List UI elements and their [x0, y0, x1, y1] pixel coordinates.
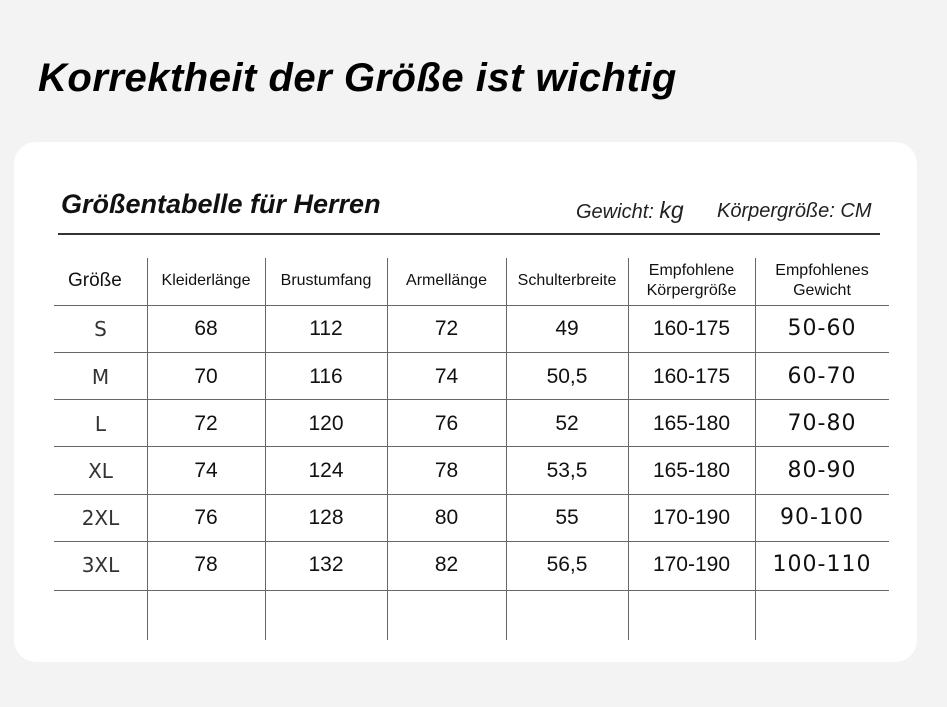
table-cell-weight: 80-90	[787, 458, 857, 483]
table-row-divider	[54, 305, 889, 306]
table-cell-shoulder: 52	[555, 412, 579, 435]
table-cell-height: 170-190	[652, 553, 731, 576]
table-row-divider	[54, 590, 889, 591]
table-cell-shoulder: 56,5	[546, 553, 588, 576]
table-cell-shoulder: 53,5	[546, 459, 588, 482]
table-cell-sleeve: 82	[434, 553, 459, 576]
table-cell-length: 72	[194, 412, 218, 435]
table-cell-weight: 70-80	[787, 411, 857, 436]
table-cell-size: M	[91, 365, 110, 389]
height-unit-label: Körpergröße: CM	[717, 200, 872, 222]
table-header-sleeve: Armellänge	[406, 272, 487, 289]
weight-unit-text: kg	[659, 197, 684, 223]
table-cell-height: 170-190	[652, 506, 731, 529]
table-cell-size: L	[94, 412, 107, 436]
table-cell-sleeve: 72	[434, 317, 459, 340]
table-cell-length: 76	[194, 506, 218, 529]
title-divider	[58, 233, 880, 235]
weight-label-text: Gewicht:	[576, 201, 660, 223]
table-cell-chest: 116	[309, 365, 343, 388]
table-cell-height: 160-175	[652, 365, 731, 388]
table-cell-weight: 50-60	[787, 316, 857, 341]
table-header-chest: Brustumfang	[280, 272, 372, 289]
table-header-height: Empfohlene Körpergröße	[646, 262, 737, 299]
table-cell-sleeve: 76	[434, 412, 459, 435]
table-cell-chest: 120	[308, 412, 344, 435]
table-cell-length: 74	[194, 459, 218, 482]
table-cell-size: XL	[88, 459, 113, 483]
table-cell-size: 2XL	[81, 506, 120, 530]
table-row-divider	[54, 541, 889, 542]
size-chart-title: Größentabelle für Herren	[61, 189, 381, 219]
table-cell-shoulder: 49	[555, 317, 579, 340]
table-cell-shoulder: 50,5	[546, 365, 588, 388]
table-header-weight: Empfohlenes Gewicht	[775, 262, 869, 299]
table-header-length: Kleiderlänge	[161, 272, 251, 289]
table-cell-chest: 132	[308, 553, 344, 576]
table-row-divider	[54, 352, 889, 353]
table-cell-chest: 128	[308, 506, 344, 529]
table-header-shoulder: Schulterbreite	[517, 272, 617, 289]
table-row-divider	[54, 494, 889, 495]
weight-unit-label	[576, 197, 684, 224]
table-cell-weight: 60-70	[787, 364, 857, 389]
table-cell-height: 165-180	[652, 459, 731, 482]
page-headline: Korrektheit der Größe ist wichtig	[38, 56, 677, 100]
table-cell-chest: 124	[308, 459, 344, 482]
table-row-divider	[54, 446, 889, 447]
table-cell-weight: 100-110	[772, 552, 872, 577]
table-row-divider	[54, 399, 889, 400]
table-cell-length: 78	[194, 553, 218, 576]
table-cell-size: S	[94, 317, 107, 341]
table-cell-size: 3XL	[81, 553, 120, 577]
table-cell-weight: 90-100	[780, 505, 864, 530]
table-cell-sleeve: 80	[434, 506, 459, 529]
table-cell-sleeve: 78	[434, 459, 459, 482]
table-cell-sleeve: 74	[434, 365, 459, 388]
table-cell-height: 165-180	[652, 412, 731, 435]
table-cell-length: 68	[194, 317, 218, 340]
table-cell-chest: 112	[309, 317, 343, 340]
table-header-size: Größe	[68, 270, 122, 291]
table-cell-shoulder: 55	[555, 506, 579, 529]
table-cell-length: 70	[194, 365, 218, 388]
table-cell-height: 160-175	[652, 317, 731, 340]
